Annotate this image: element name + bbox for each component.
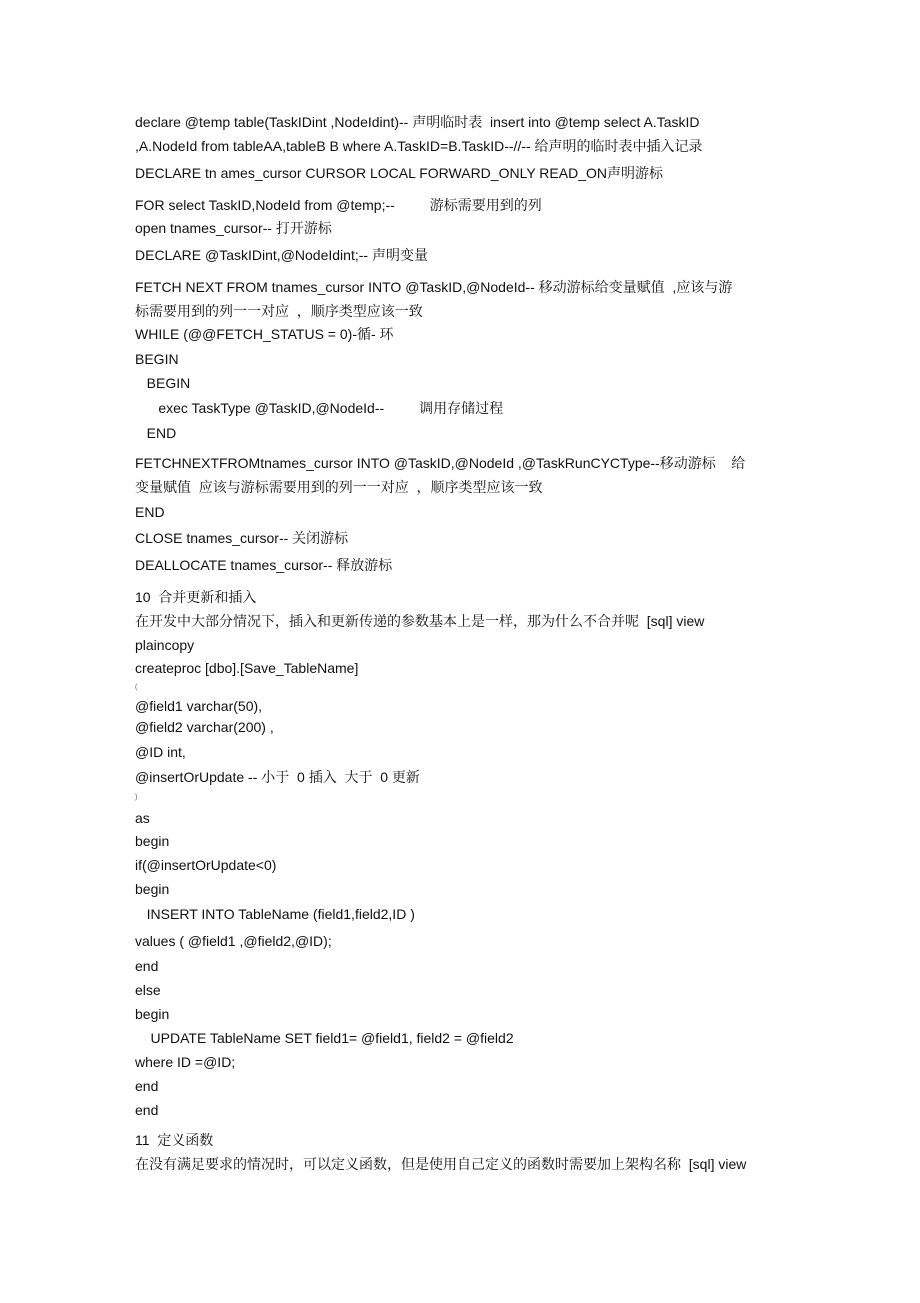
text-line: 变量赋值 应该与游标需要用到的列一一对应 ，顺序类型应该一致 [135,479,543,495]
text-line: CLOSE tnames_cursor-- 关闭游标 [135,530,349,546]
text-line: declare @temp table(TaskIDint ,NodeIdint)-- 声明临时表 insert into @temp select A.TaskID [135,114,700,130]
text-line: DEALLOCATE tnames_cursor-- 释放游标 [135,557,393,573]
text-line: end [135,1078,159,1094]
text-line: ( [135,684,138,691]
text-line: FOR select TaskID,NodeId from @temp;-- 游标需要用到的列 [135,197,542,213]
text-line: begin [135,881,170,897]
text-line: 在没有满足要求的情况时，可以定义函数，但是使用自己定义的函数时需要加上架构名称 [sql] view [135,1156,747,1172]
section-heading: 11 定义函数 [135,1132,214,1148]
text-line: createproc [dbo].[Save_TableName] [135,660,359,676]
text-line: @field1 varchar(50), [135,698,263,714]
text-line: DECLARE @TaskIDint,@NodeIdint;-- 声明变量 [135,247,428,263]
text-line: begin [135,1006,170,1022]
text-line: ) [135,794,138,801]
text-line: end [135,958,159,974]
text-line: @field2 varchar(200) , [135,719,274,735]
text-line: FETCHNEXTFROMtnames_cursor INTO @TaskID,@NodeId ,@TaskRunCYCType--移动游标 给 [135,455,746,471]
text-line: END [135,425,177,441]
text-line: where ID =@ID; [135,1054,236,1070]
section-heading: 10 合并更新和插入 [135,589,257,605]
text-line: UPDATE TableName SET field1= @field1, field2 = @field2 [135,1030,514,1046]
text-line: plaincopy [135,637,195,653]
text-line: open tnames_cursor-- 打开游标 [135,220,332,236]
text-line: END [135,504,165,520]
text-line: values ( @field1 ,@field2,@ID); [135,933,332,949]
text-line: BEGIN [135,351,179,367]
text-line: DECLARE tn ames_cursor CURSOR LOCAL FORWARD_ONLY READ_ON声明游标 [135,165,663,181]
text-line: as [135,810,150,826]
text-line: 标需要用到的列一一对应 ，顺序类型应该一致 [135,303,423,319]
text-line: INSERT INTO TableName (field1,field2,ID ) [135,906,415,922]
text-line: @ID int, [135,744,186,760]
text-line: WHILE (@@FETCH_STATUS = 0)-循- 环 [135,326,394,342]
text-line: 在开发中大部分情况下，插入和更新传递的参数基本上是一样，那为什么不合并呢 [sql] view [135,613,705,629]
text-line: if(@insertOrUpdate<0) [135,857,277,873]
text-line: else [135,982,161,998]
text-line: @insertOrUpdate -- 小于 0 插入 大于 0 更新 [135,769,420,785]
text-line: exec TaskType @TaskID,@NodeId-- 调用存储过程 [135,400,504,416]
text-line: FETCH NEXT FROM tnames_cursor INTO @TaskID,@NodeId-- 移动游标给变量赋值 ,应该与游 [135,279,733,295]
text-line: BEGIN [135,375,191,391]
text-line: end [135,1102,159,1118]
text-line: ,A.NodeId from tableAA,tableB B where A.TaskID=B.TaskID--//-- 给声明的临时表中插入记录 [135,138,703,154]
text-line: begin [135,833,170,849]
